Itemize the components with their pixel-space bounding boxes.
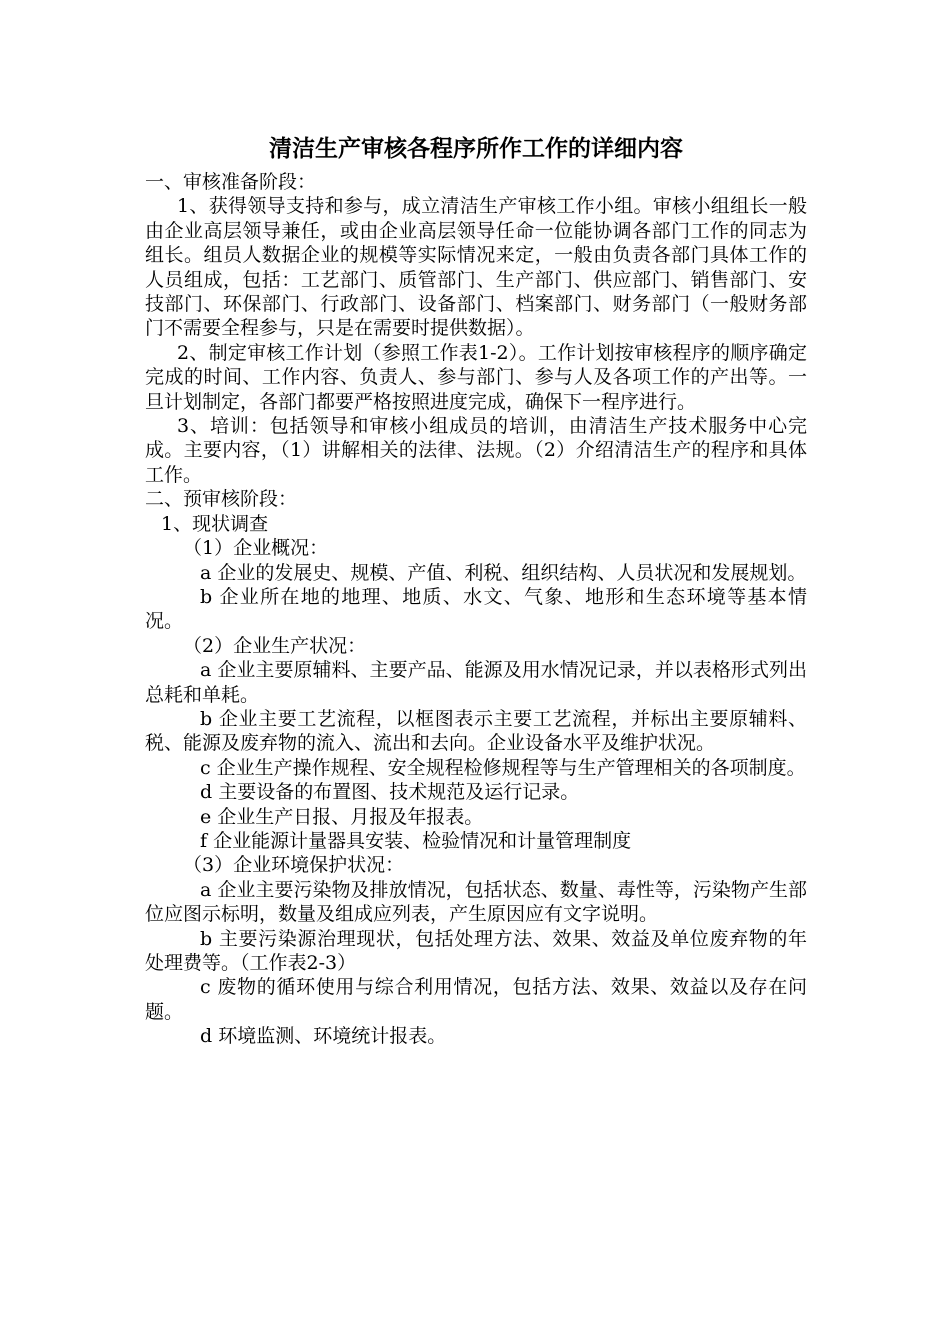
list-item-production-f: f 企业能源计量器具安装、检验情况和计量管理制度	[200, 829, 632, 852]
subheading-enterprise-overview: （1）企业概况：	[183, 537, 329, 560]
list-item-production-e: e 企业生产日报、月报及年报表。	[200, 805, 484, 828]
paragraph-training: 3、培训：包括领导和审核小组成员的培训，由清洁生产技术服务中心完成。主要内容，（1）讲解相关的法律、法规。（2）介绍清洁生产的程序和具体工作。	[145, 415, 807, 486]
section-heading-preparation: 一、审核准备阶段：	[145, 171, 317, 193]
list-item-environment-d: d 环境监测、环境统计报表。	[200, 1025, 447, 1048]
list-item-production-a: a 企业主要原辅料、主要产品、能源及用水情况记录，并以表格形式列出总耗和单耗。	[145, 659, 807, 706]
list-item-production-b: b 企业主要工艺流程，以框图表示主要工艺流程，并标出主要原辅料、税、能源及废弃物的流入、流出和去向。企业设备水平及维护状况。	[145, 707, 807, 755]
section-heading-pre-audit: 二、预审核阶段：	[145, 488, 298, 511]
list-item-environment-a: a 企业主要污染物及排放情况，包括状态、数量、毒性等，污染物产生部位应图示标明，数量及组成应列表，产生原因应有文字说明。	[145, 878, 807, 926]
paragraph-audit-plan: 2、制定审核工作计划（参照工作表1-2）。工作计划按审核程序的顺序确定完成的时间、工作内容、负责人、参与部门、参与人及各项工作的产出等。一旦计划制定，各部门都要严格按照进度完成，确保下一程序进行。	[145, 341, 807, 413]
list-item-environment-c: c 废物的循环使用与综合利用情况，包括方法、效果、效益以及存在问题。	[145, 976, 807, 1023]
list-item-production-d: d 主要设备的布置图、技术规范及运行记录。	[200, 781, 580, 804]
subheading-environmental-status: （3）企业环境保护状况：	[183, 854, 405, 877]
list-item-environment-b: b 主要污染源治理现状，包括处理方法、效果、效益及单位废弃物的年处理费等。（工作表2-3）	[145, 927, 807, 974]
list-item-overview-b: b 企业所在地的地理、地质、水文、气象、地形和生态环境等基本情况。	[145, 585, 807, 633]
paragraph-leadership-support: 1、获得领导支持和参与，成立清洁生产审核工作小组。审核小组组长一般由企业高层领导兼任，或由企业高层领导任命一位能协调各部门工作的同志为组长。组员人数据企业的规模等实际情况来定，一般由负责各部门具体工作的人员组成，包括：工艺部门、质管部门、生产部门、供应部门、销售部门、安技部门、环保部门、行政部门、设备部门、档案部门、财务部门（一般财务部门不需要全程参与，只是在需要时提供数据）。	[145, 195, 807, 340]
document-title: 清洁生产审核各程序所作工作的详细内容	[269, 135, 683, 162]
subheading-production-status: （2）企业生产状况：	[183, 634, 367, 657]
document-page	[145, 132, 807, 1049]
subheading-status-survey: 1、现状调查	[161, 512, 269, 535]
list-item-production-c: c 企业生产操作规程、安全规程检修规程等与生产管理相关的各项制度。	[200, 756, 806, 779]
document-body	[145, 170, 807, 1049]
list-item-overview-a: a 企业的发展史、规模、产值、利税、组织结构、人员状况和发展规划。	[200, 561, 807, 584]
